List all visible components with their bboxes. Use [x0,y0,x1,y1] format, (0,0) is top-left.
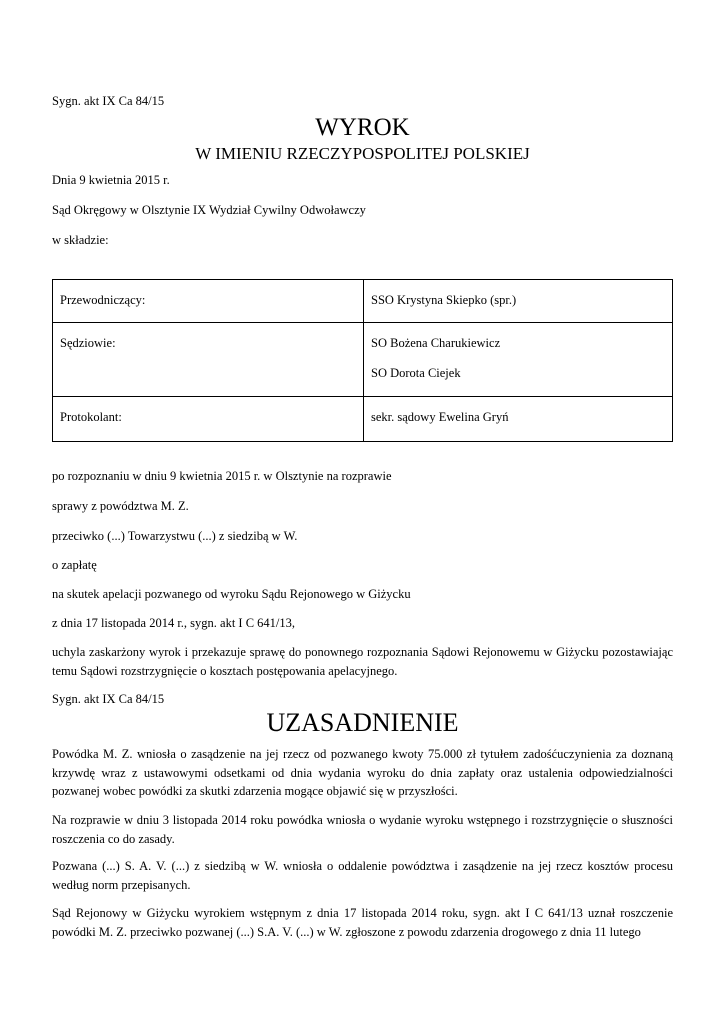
judgment-title: WYROK [315,114,410,141]
ruling-paragraph: uchyla zaskarżony wyrok i przekazuje sprawę do ponownego rozpoznania Sądowi Rejonowemu w Giżycku pozostawiając temu Sądowi rozstrzygnięcie o kosztach postępowania apelacyjnego. [52,645,673,678]
role-cell [53,397,364,442]
justification-paragraph: Pozwana (...) S. A. V. (...) z siedzibą w W. wniosła o oddalenie powództwa i zasądzenie na jej rzecz kosztów procesu według norm przepisanych. [52,859,673,892]
justification-paragraph: Na rozprawie w dniu 3 listopada 2014 roku powódka wniosła o wydanie wyroku wstępnego i rozstrzygnięcie o słuszności roszczenia co do zasady. [52,813,673,846]
judgment-subtitle: W IMIENIU RZECZYPOSPOLITEJ POLSKIEJ [195,144,530,163]
justification-paragraph: Powódka M. Z. wniosła o zasądzenie na jej rzecz od pozwanego kwoty 75.000 zł tytułem zadośćuczynienia za doznaną krzywdę wraz z ustawowymi odsetkami od dnia wydania wyroku do dnia zapłaty oraz ustalenia odpowiedzialności pozwanej wobec powódki za skutki zdarzenia mogące objawić się w przyszłości. [52,747,673,798]
case-reference: Sygn. akt IX Ca 84/15 [52,94,165,108]
role-label: Protokolant: [60,410,122,424]
justification-title: UZASADNIENIE [266,708,459,737]
justification-paragraph: Sąd Rejonowy w Giżycku wyrokiem wstępnym z dnia 17 listopada 2014 roku, sygn. akt I C 641/13 uznał roszczenie powódki M. Z. przeciwko pozwanej (...) S.A. V. (...) w W. zgłoszone z powodu zdarzenia drogowego z dnia 11 lutego [52,906,673,939]
proceedings-line: sprawy z powództwa M. Z. [52,499,189,513]
role-label: Sędziowie: [60,336,116,350]
proceedings-line: na skutek apelacji pozwanego od wyroku Sądu Rejonowego w Giżycku [52,587,411,601]
clerk-name: sekr. sądowy Ewelina Gryń [371,410,509,424]
names-cell [364,280,673,323]
table-row [53,323,673,397]
proceedings-line: o zapłatę [52,558,97,572]
names-cell [364,397,673,442]
names-cell [364,323,673,397]
role-cell [53,323,364,397]
judge-name: SO Bożena Charukiewicz [371,336,501,350]
judge-name: SO Dorota Ciejek [371,366,461,380]
justification-case-reference: Sygn. akt IX Ca 84/15 [52,692,165,706]
role-label: Przewodniczący: [60,293,146,307]
judgment-date: Dnia 9 kwietnia 2015 r. [52,173,170,187]
proceedings-line: z dnia 17 listopada 2014 r., sygn. akt I C 641/13, [52,616,296,630]
table-row [53,397,673,442]
composition-label: w składzie: [52,233,109,247]
proceedings-line: po rozpoznaniu w dniu 9 kwietnia 2015 r. w Olsztynie na rozprawie [52,469,392,483]
table-row [53,280,673,323]
court-name: Sąd Okręgowy w Olsztynie IX Wydział Cywilny Odwoławczy [52,203,366,217]
court-composition-table [52,279,673,442]
proceedings-line: przeciwko (...) Towarzystwu (...) z siedzibą w W. [52,529,298,543]
judge-name: SSO Krystyna Skiepko (spr.) [371,293,517,307]
role-cell [53,280,364,323]
